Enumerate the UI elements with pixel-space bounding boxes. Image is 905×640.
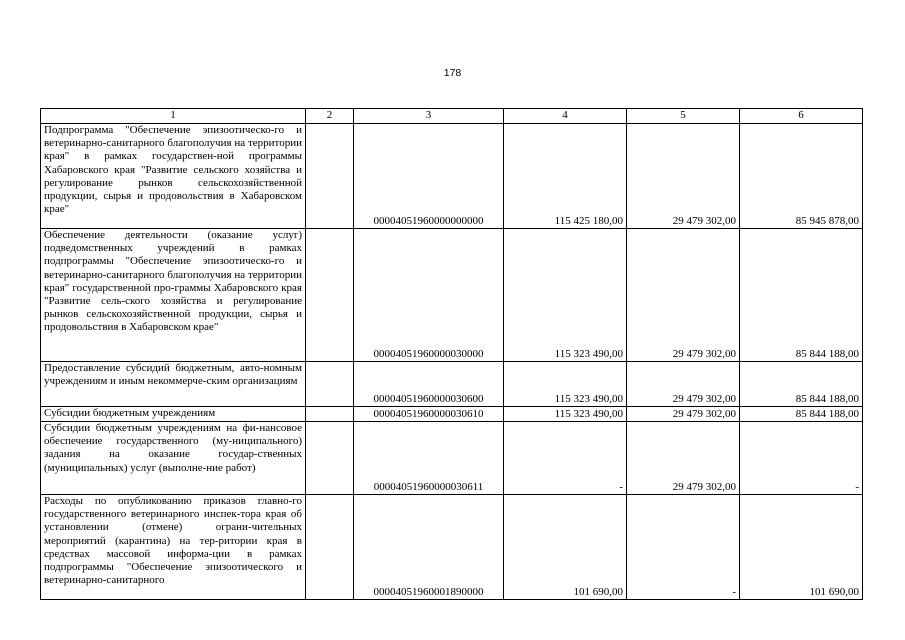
row-col2 — [306, 407, 354, 422]
table-row — [41, 495, 863, 600]
row-name: Предоставление субсидий бюджетным, авто-номным учреждениям и иным некоммерче-ским организациям — [41, 362, 306, 407]
row-code: 00004051960000000000 — [354, 124, 504, 229]
page-number: 178 — [443, 67, 462, 79]
row-code: 00004051960000030600 — [354, 362, 504, 407]
row-name: Субсидии бюджетным учреждениям — [41, 407, 306, 422]
table-row — [41, 362, 863, 407]
row-value-4: 115 323 490,00 — [504, 362, 627, 407]
table-row — [41, 422, 863, 495]
row-name: Подпрограмма "Обеспечение эпизоотическо-го и ветеринарно-санитарного благополучия на территории края" в рамках государствен-ной программы Хабаровского края "Развитие сельского хозяйства и регулирование рынков сельскохозяйственной продукции, сырья и продовольствия в Хабаровском крае" — [41, 124, 306, 229]
table-row — [41, 407, 863, 422]
row-col2 — [306, 362, 354, 407]
row-col2 — [306, 495, 354, 600]
row-code: 00004051960001890000 — [354, 495, 504, 600]
row-value-6: 85 844 188,00 — [740, 407, 863, 422]
row-value-6: 85 945 878,00 — [740, 124, 863, 229]
row-value-4: 115 323 490,00 — [504, 407, 627, 422]
row-value-4: 101 690,00 — [504, 495, 627, 600]
row-col2 — [306, 229, 354, 362]
column-header: 2 — [306, 109, 354, 124]
table-row — [41, 124, 863, 229]
column-header: 4 — [504, 109, 627, 124]
row-value-6: - — [740, 422, 863, 495]
table-header-row — [41, 109, 863, 124]
row-value-5: 29 479 302,00 — [627, 422, 740, 495]
column-header: 1 — [41, 109, 306, 124]
row-name: Расходы по опубликованию приказов главно-го государственного ветеринарного инспек-тора края об установлении (отмене) ограни-чительных мероприятий (карантина) на тер-ритории края в средствах массовой информа-ции в рамках подпрограммы "Обеспечение эпизоотического и ветеринарно-санитарного — [41, 495, 306, 600]
row-value-4: 115 323 490,00 — [504, 229, 627, 362]
row-value-5: 29 479 302,00 — [627, 124, 740, 229]
row-value-6: 85 844 188,00 — [740, 229, 863, 362]
row-value-4: - — [504, 422, 627, 495]
row-code: 00004051960000030610 — [354, 407, 504, 422]
column-header: 3 — [354, 109, 504, 124]
budget-table — [40, 108, 863, 600]
row-name: Обеспечение деятельности (оказание услуг) подведомственных учреждений в рамках подпрограммы "Обеспечение эпизоотическо-го и ветеринарно-санитарного благополучия на территории края" государственной про-граммы Хабаровского края "Развитие сель-ского хозяйства и регулирование рынков сельскохозяйственной продукции, сырья и продовольствия в Хабаровском крае" — [41, 229, 306, 362]
row-value-5: 29 479 302,00 — [627, 229, 740, 362]
column-header: 6 — [740, 109, 863, 124]
row-value-4: 115 425 180,00 — [504, 124, 627, 229]
row-code: 00004051960000030000 — [354, 229, 504, 362]
row-name: Субсидии бюджетным учреждениям на фи-нансовое обеспечение государственного (му-ниципального) задания на оказание государ-ственных (муниципальных) услуг (выполне-ние работ) — [41, 422, 306, 495]
row-value-6: 101 690,00 — [740, 495, 863, 600]
row-col2 — [306, 422, 354, 495]
row-value-5: 29 479 302,00 — [627, 407, 740, 422]
row-col2 — [306, 124, 354, 229]
row-value-6: 85 844 188,00 — [740, 362, 863, 407]
row-code: 00004051960000030611 — [354, 422, 504, 495]
row-value-5: - — [627, 495, 740, 600]
row-value-5: 29 479 302,00 — [627, 362, 740, 407]
table-row — [41, 229, 863, 362]
column-header: 5 — [627, 109, 740, 124]
